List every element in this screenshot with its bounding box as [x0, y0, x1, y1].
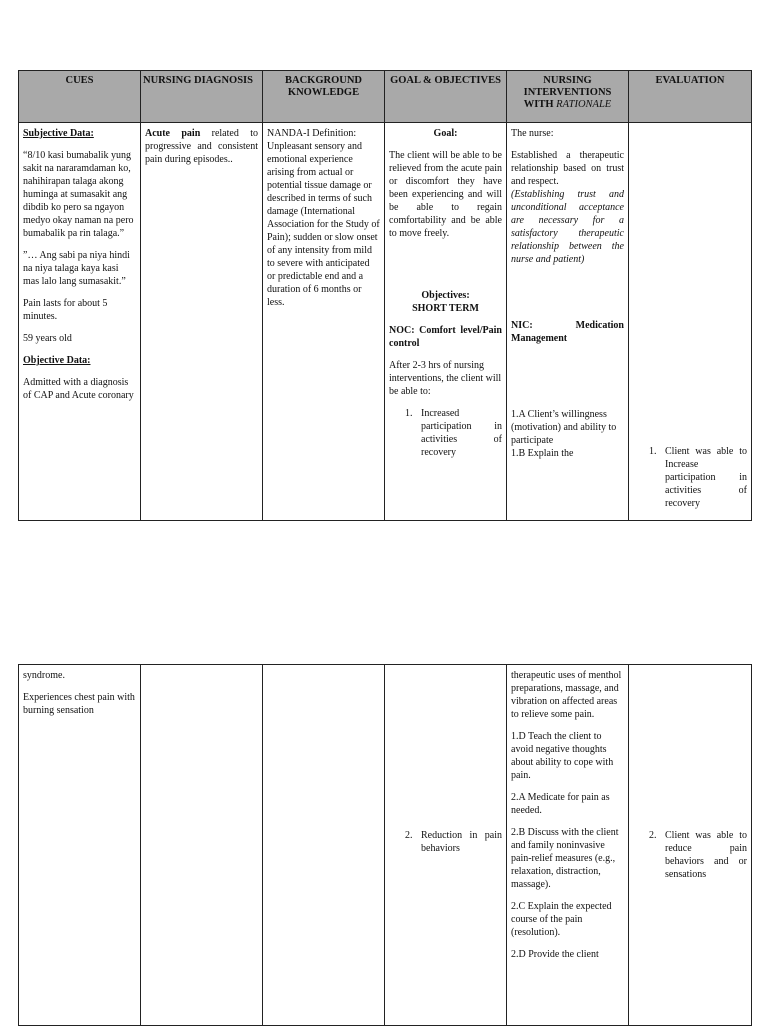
evaluation-item-1	[633, 445, 747, 510]
intervention-2d: 2.D Provide the client	[511, 949, 599, 960]
intervention-2a: 2.A Medicate for pain as needed.	[511, 792, 610, 816]
evaluation-item-2	[633, 829, 747, 881]
after-text: After 2-3 hrs of nursing interventions, the client will be able to:	[389, 360, 502, 397]
cues-cell	[19, 123, 141, 521]
header-diagnosis: NURSING DIAGNOSIS	[141, 71, 263, 123]
evaluation-cell	[629, 123, 752, 521]
diagnosis-cell	[141, 123, 263, 521]
background-cell-continued	[263, 665, 385, 1026]
client-age: 59 years old	[23, 333, 72, 344]
intervention-2b: 2.B Discuss with the client and family noninvasive pain-relief measures (e.g., relaxation, distraction, massage).	[511, 827, 619, 890]
diagnosis-text: related to progressive and consistent pain during episodes..	[145, 128, 258, 165]
cues-cell-continued	[19, 665, 141, 1026]
header-cues: CUES	[19, 71, 141, 123]
diagnosis-cell-continued	[141, 665, 263, 1026]
evaluation-item-2-text: Client was able to reduce pain behaviors and or sensations	[665, 830, 747, 880]
goal-cell-continued	[385, 665, 507, 1026]
header-rationale: RATIONALE	[556, 99, 612, 110]
objectives-label: Objectives:	[421, 290, 470, 301]
subjective-quote-2: ”… Ang sabi pa niya hindi na niya talaga kaya kasi mas lalo lang sumasakit.”	[23, 250, 130, 287]
intervention-2c: 2.C Explain the expected course of the pain (resolution).	[511, 901, 612, 938]
diagnosis-bold: Acute pain	[145, 128, 201, 139]
subjective-quote-1: “8/10 kasi bumabalik yung sakit na nararamdaman ko, nahihirapan talaga akong huminga at sumasakit ang dibdib ko pero sa ngayon medyo okay naman na pero bumabalik pa rin talaga.”	[23, 150, 134, 239]
intervention-established-rationale: (Establishing trust and unconditional acceptance are necessary for a satisfactory therapeutic relationship between the nurse and patient)	[511, 189, 624, 265]
header-goal: GOAL & OBJECTIVES	[385, 71, 507, 123]
goal-cell	[385, 123, 507, 521]
subjective-data-label: Subjective Data:	[23, 128, 94, 139]
header-background: BACKGROUND KNOWLEDGE	[263, 71, 385, 123]
header-interventions-label: NURSING INTERVENTIONS WITH	[523, 75, 612, 110]
objective-data-label: Objective Data:	[23, 355, 91, 366]
header-interventions	[507, 71, 629, 123]
goal-text: The client will be able to be relieved from the acute pain or discomfort they have been experiencing and will be able to regain comfortability and be able to move freely.	[389, 150, 502, 239]
short-term-label: SHORT TERM	[412, 303, 479, 314]
goal-label: Goal:	[433, 128, 458, 139]
care-plan-table-page1	[18, 70, 752, 521]
evaluation-cell-continued	[629, 665, 752, 1026]
objective-item-2-number: 2.	[405, 830, 413, 841]
interventions-cell-continued	[507, 665, 629, 1026]
evaluation-item-1-number: 1.	[649, 446, 657, 457]
background-cell: NANDA-I Definition: Unpleasant sensory and emotional experience arising from actual or potential tissue damage or described in terms of such damage (International Association for the Study of Pain); sudden or slow onset of any intensity from mild to severe with anticipated or predictable end and a duration of 6 months or less.	[263, 123, 385, 521]
content-row-continued	[19, 665, 752, 1026]
intervention-established: Established a therapeutic relationship based on trust and respect.	[511, 150, 624, 187]
intervention-1a: 1.A Client’s willingness (motivation) and ability to participate	[511, 409, 617, 446]
nic-label: NIC: Medication Management	[511, 320, 624, 344]
interventions-cell	[507, 123, 629, 521]
evaluation-item-1-text: Client was able to Increase participation in activities of recovery	[665, 446, 747, 509]
cues-chest-pain: Experiences chest pain with burning sensation	[23, 692, 135, 716]
objective-data-text: Admitted with a diagnosis of CAP and Acute coronary	[23, 377, 134, 401]
header-evaluation: EVALUATION	[629, 71, 752, 123]
objective-item-2-text: Reduction in pain behaviors	[421, 830, 502, 854]
content-row	[19, 123, 752, 521]
evaluation-item-2-number: 2.	[649, 830, 657, 841]
cues-syndrome: syndrome.	[23, 670, 65, 681]
intervention-1b: 1.B Explain the	[511, 448, 574, 459]
pain-duration: Pain lasts for about 5 minutes.	[23, 298, 108, 322]
intervention-1d: 1.D Teach the client to avoid negative thoughts about ability to cope with pain.	[511, 731, 614, 781]
objective-item-1	[389, 407, 502, 459]
care-plan-table-page2	[18, 664, 752, 1026]
objective-item-1-number: 1.	[405, 408, 413, 419]
noc-label: NOC: Comfort level/Pain control	[389, 325, 502, 349]
header-row	[19, 71, 752, 123]
objective-item-1-text: Increased participation in activities of recovery	[421, 408, 502, 458]
objective-item-2	[389, 829, 502, 855]
the-nurse-label: The nurse:	[511, 128, 554, 139]
intervention-continued: therapeutic uses of menthol preparations, massage, and vibration on affected areas to relieve some pain.	[511, 670, 622, 720]
